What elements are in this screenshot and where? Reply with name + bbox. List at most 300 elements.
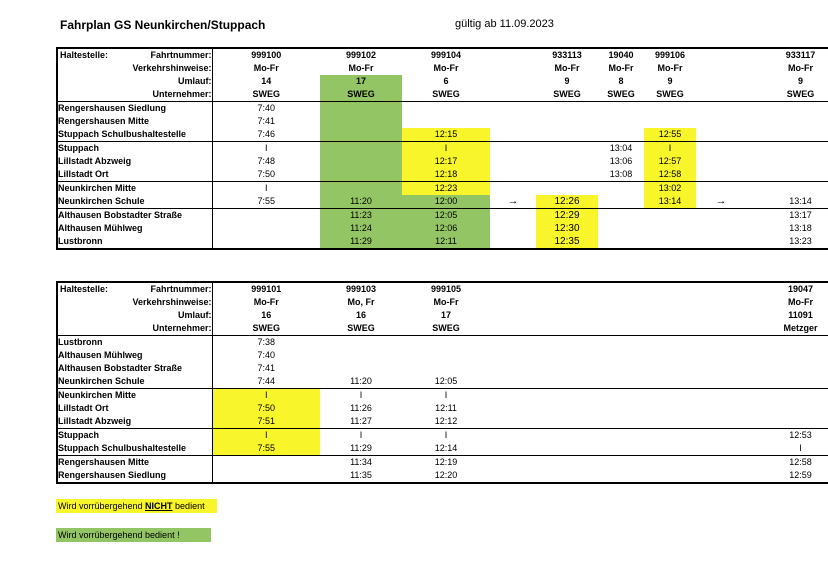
time-cell: 12:17 <box>402 155 490 168</box>
header-cell <box>644 322 696 336</box>
stop-name: Lillstadt Abzweig <box>57 155 212 168</box>
stop-name: Lillstadt Ort <box>57 168 212 182</box>
time-cell: 12:14 <box>434 443 458 453</box>
time-cell: 12:15 <box>402 128 490 142</box>
time-cell: 12:29 <box>536 209 598 223</box>
table-row <box>57 442 828 456</box>
legend-swatch-yellow <box>56 499 217 513</box>
header-row-label <box>57 88 212 102</box>
time-cell <box>536 115 598 128</box>
time-cell <box>644 336 696 350</box>
header-cell: 19047 <box>787 284 814 294</box>
time-cell <box>696 102 746 116</box>
header-cell <box>598 309 644 322</box>
time-cell <box>490 102 536 116</box>
time-cell <box>644 415 696 429</box>
header-cell: SWEG <box>553 89 581 99</box>
time-cell <box>746 402 828 415</box>
table-row <box>57 402 828 415</box>
time-cell: I <box>212 389 320 403</box>
time-cell: I <box>320 429 402 443</box>
header-cell <box>490 48 536 62</box>
time-cell <box>536 429 598 443</box>
header-label-text: Fahrtnummer: <box>150 284 212 294</box>
time-cell: 13:08 <box>609 169 633 179</box>
transfer-arrow: → <box>507 195 519 207</box>
stop-name: Lillstadt Ort <box>57 402 212 415</box>
time-cell <box>490 469 536 483</box>
time-cell: 12:05 <box>402 209 490 223</box>
time-cell <box>696 389 746 403</box>
time-cell <box>536 402 598 415</box>
time-cell: 13:18 <box>789 223 812 233</box>
header-row <box>57 88 828 102</box>
time-cell <box>696 429 746 443</box>
header-cell: 14 <box>261 76 272 86</box>
header-cell <box>536 296 598 309</box>
time-cell: 12:58 <box>746 456 828 470</box>
time-cell <box>536 389 598 403</box>
time-cell <box>490 155 536 168</box>
header-cell: Mo-Fr <box>253 63 279 73</box>
time-cell: I <box>212 142 320 156</box>
stop-name: Stuppach Schulbushaltestelle <box>57 442 212 456</box>
header-label-text: Umlauf: <box>178 76 212 86</box>
time-cell <box>536 469 598 483</box>
header-cell: 6 <box>443 76 449 86</box>
header-cell: SWEG <box>252 89 280 99</box>
stop-column-heading: Haltestelle: <box>60 50 109 60</box>
legend-served-text: Wird vorrübergehend bedient ! <box>58 530 180 540</box>
header-cell <box>696 48 746 62</box>
time-cell <box>696 402 746 415</box>
time-cell <box>598 375 644 389</box>
legend-served <box>56 528 211 542</box>
time-cell: 13:14 <box>644 195 696 209</box>
header-cell <box>644 282 696 296</box>
header-cell: Mo, Fr <box>347 297 375 307</box>
time-cell <box>696 442 746 456</box>
time-cell <box>536 362 598 375</box>
time-cell: 12:19 <box>402 456 490 470</box>
header-cell <box>696 296 746 309</box>
time-cell <box>746 168 828 182</box>
time-cell <box>598 128 644 142</box>
header-cell <box>490 62 536 75</box>
time-cell: 11:20 <box>350 376 372 386</box>
time-cell <box>490 456 536 470</box>
header-row <box>57 75 828 88</box>
header-cell: 999101 <box>251 284 282 294</box>
header-cell: Mo-Fr <box>554 63 580 73</box>
legend-not-served-post: bedient <box>172 501 205 511</box>
time-cell: 7:41 <box>257 363 276 373</box>
time-cell: 12:11 <box>402 235 490 249</box>
header-label-text: Unternehmer: <box>152 323 212 333</box>
time-cell: 7:51 <box>212 415 320 429</box>
header-cell: Mo-Fr <box>433 63 459 73</box>
header-label-text: Verkehrshinweise: <box>132 63 212 73</box>
time-cell <box>598 222 644 235</box>
time-cell: I <box>402 389 490 403</box>
header-cell: 8 <box>618 76 624 86</box>
table-row <box>57 128 828 142</box>
time-cell: 11:34 <box>320 456 402 470</box>
table-row <box>57 195 828 209</box>
header-cell <box>598 322 644 336</box>
time-cell: 7:40 <box>257 350 276 360</box>
time-cell <box>696 456 746 470</box>
header-cell: SWEG <box>252 323 280 333</box>
time-cell: 11:23 <box>320 209 402 223</box>
time-cell <box>746 182 828 196</box>
time-cell <box>644 362 696 375</box>
time-cell <box>402 115 490 128</box>
table-row <box>57 155 828 168</box>
time-cell: 13:04 <box>598 142 644 156</box>
time-cell: 7:48 <box>257 156 276 166</box>
header-cell: Mo-Fr <box>433 297 459 307</box>
time-cell <box>696 349 746 362</box>
header-cell: SWEG <box>786 89 815 99</box>
time-cell: 11:35 <box>350 470 372 480</box>
time-cell <box>746 349 828 362</box>
stop-name: Stuppach <box>57 429 212 443</box>
time-cell: 13:23 <box>789 236 812 246</box>
time-cell: 11:27 <box>350 416 372 426</box>
time-cell <box>320 168 402 182</box>
transfer-arrow: → <box>715 195 727 207</box>
header-cell: 999105 <box>430 284 462 294</box>
header-cell: Mo-Fr <box>788 297 813 307</box>
time-cell: 12:59 <box>789 470 812 480</box>
legend-not-served-pre: Wird vorrübergehend <box>58 501 146 511</box>
header-cell: Mo-Fr <box>657 63 683 73</box>
time-cell <box>746 415 828 429</box>
header-cell <box>696 88 746 102</box>
time-cell <box>644 235 696 249</box>
time-cell <box>320 142 402 156</box>
time-cell: 7:38 <box>212 336 320 350</box>
header-row <box>57 322 828 336</box>
time-cell <box>696 182 746 196</box>
table-row <box>57 115 828 128</box>
header-cell: 11091 <box>788 310 813 320</box>
time-cell <box>320 349 402 362</box>
stop-name: Althausen Mühlweg <box>57 222 212 235</box>
header-row <box>57 282 828 296</box>
time-cell <box>490 415 536 429</box>
stop-name: Lustbronn <box>57 336 212 350</box>
time-cell <box>644 456 696 470</box>
time-cell: 7:50 <box>257 169 276 179</box>
time-cell <box>696 362 746 375</box>
stop-name: Lillstadt Abzweig <box>57 415 212 429</box>
time-cell <box>746 115 828 128</box>
header-cell: SWEG <box>607 89 635 99</box>
time-cell <box>696 235 746 249</box>
time-cell <box>746 389 828 403</box>
stop-name: Rengershausen Siedlung <box>57 102 212 116</box>
time-cell <box>696 128 746 142</box>
time-cell: 7:50 <box>212 402 320 415</box>
page-title: Fahrplan GS Neunkirchen/Stuppach <box>60 18 266 32</box>
time-cell <box>490 336 536 350</box>
header-cell <box>490 282 536 296</box>
time-cell: 7:46 <box>257 129 276 139</box>
time-cell <box>696 168 746 182</box>
time-cell <box>598 429 644 443</box>
page-header <box>60 18 780 36</box>
time-cell <box>490 209 536 223</box>
time-cell <box>490 128 536 142</box>
time-cell: 12:53 <box>746 429 828 443</box>
time-cell: 7:55 <box>212 442 320 456</box>
time-cell <box>598 362 644 375</box>
time-cell <box>536 102 598 116</box>
time-cell <box>598 182 644 196</box>
time-cell <box>490 222 536 235</box>
time-cell <box>746 102 828 116</box>
stop-name: Stuppach Schulbushaltestelle <box>57 128 212 142</box>
header-row-label <box>57 322 212 336</box>
header-row <box>57 62 828 75</box>
stop-name: Rengershausen Mitte <box>57 115 212 128</box>
header-cell <box>644 309 696 322</box>
stop-column-heading: Haltestelle: <box>60 284 109 294</box>
header-cell <box>490 75 536 88</box>
time-cell <box>536 442 598 456</box>
header-cell <box>490 309 536 322</box>
header-cell: 17 <box>440 310 451 320</box>
time-cell <box>320 336 402 350</box>
header-label-text: Verkehrshinweise: <box>132 297 212 307</box>
header-cell: SWEG <box>347 323 375 333</box>
time-cell: 12:00 <box>402 195 490 209</box>
time-cell <box>536 375 598 389</box>
table-row <box>57 235 828 249</box>
table-row <box>57 375 828 389</box>
time-cell <box>644 429 696 443</box>
header-cell <box>490 322 536 336</box>
header-row-label <box>57 282 212 296</box>
header-cell: 999102 <box>345 50 377 60</box>
time-cell <box>536 128 598 142</box>
time-cell <box>644 389 696 403</box>
time-cell <box>644 349 696 362</box>
time-cell <box>746 336 828 350</box>
stop-name: Althausen Bobstadter Straße <box>57 209 212 223</box>
stop-name: Neunkirchen Mitte <box>57 389 212 403</box>
time-cell <box>598 195 644 209</box>
time-cell: 12:05 <box>434 376 458 386</box>
time-cell <box>212 209 320 223</box>
time-cell: 11:20 <box>320 195 402 209</box>
time-cell <box>644 375 696 389</box>
time-cell <box>644 102 696 116</box>
time-cell <box>644 209 696 223</box>
header-cell <box>696 282 746 296</box>
time-cell <box>320 362 402 375</box>
time-cell <box>490 115 536 128</box>
legend-not-served <box>56 499 217 513</box>
time-cell <box>696 222 746 235</box>
time-cell <box>598 235 644 249</box>
header-cell <box>696 62 746 75</box>
table-row <box>57 415 828 429</box>
header-cell <box>696 75 746 88</box>
time-cell: 12:55 <box>644 128 696 142</box>
time-cell <box>598 442 644 456</box>
header-cell <box>598 296 644 309</box>
time-cell <box>212 222 320 235</box>
time-cell <box>696 155 746 168</box>
time-cell: 12:35 <box>536 235 598 249</box>
time-cell: 12:18 <box>402 168 490 182</box>
time-cell: 11:29 <box>320 235 402 249</box>
time-cell: 13:06 <box>609 156 633 166</box>
stop-name: Althausen Mühlweg <box>57 349 212 362</box>
stop-name: Neunkirchen Schule <box>57 375 212 389</box>
header-cell: 16 <box>261 310 272 320</box>
time-cell: 12:57 <box>644 155 696 168</box>
time-cell <box>536 182 598 196</box>
header-cell: 19040 <box>608 50 634 60</box>
table-row <box>57 456 828 470</box>
time-cell <box>644 402 696 415</box>
stop-name: Neunkirchen Schule <box>57 195 212 209</box>
header-cell: Mo-Fr <box>788 63 813 73</box>
header-cell: 999104 <box>430 50 462 60</box>
table-row <box>57 168 828 182</box>
header-cell <box>490 296 536 309</box>
time-cell <box>598 336 644 350</box>
time-cell: 7:55 <box>257 196 276 206</box>
table-row <box>57 336 828 350</box>
time-cell <box>598 209 644 223</box>
time-cell <box>320 102 402 116</box>
header-cell: 9 <box>667 76 673 86</box>
time-cell <box>746 375 828 389</box>
time-cell: 12:58 <box>644 168 696 182</box>
time-cell: 11:29 <box>350 443 372 453</box>
time-cell <box>536 168 598 182</box>
header-row-label <box>57 75 212 88</box>
time-cell <box>746 128 828 142</box>
time-cell: 7:44 <box>257 376 276 386</box>
header-row-label <box>57 62 212 75</box>
valid-from-date: gültig ab 11.09.2023 <box>455 18 554 30</box>
time-cell <box>536 155 598 168</box>
time-cell <box>320 182 402 196</box>
time-cell: I <box>402 142 490 156</box>
time-cell <box>212 469 320 483</box>
time-cell: 13:17 <box>746 209 828 223</box>
time-cell: 12:26 <box>536 195 598 209</box>
header-row-label <box>57 296 212 309</box>
time-cell <box>696 209 746 223</box>
time-cell <box>490 442 536 456</box>
time-cell: 12:30 <box>536 222 598 235</box>
time-cell <box>746 155 828 168</box>
table-row <box>57 349 828 362</box>
time-cell: 12:12 <box>434 416 458 426</box>
header-label-text: Unternehmer: <box>152 89 212 99</box>
timetable-neunkirchen-return <box>56 281 828 484</box>
time-cell <box>536 349 598 362</box>
header-cell: SWEG <box>432 323 460 333</box>
time-cell <box>696 415 746 429</box>
header-label-text: Fahrtnummer: <box>150 50 212 60</box>
time-cell <box>212 456 320 470</box>
stop-name: Lustbronn <box>57 235 212 249</box>
header-cell: 999106 <box>654 50 686 60</box>
header-cell: 16 <box>355 310 366 320</box>
stop-name: Althausen Bobstadter Straße <box>57 362 212 375</box>
header-row-label <box>57 309 212 322</box>
time-cell <box>536 336 598 350</box>
time-cell <box>490 142 536 156</box>
time-cell <box>490 349 536 362</box>
legend-swatch-green <box>56 528 211 542</box>
table-row <box>57 142 828 156</box>
time-cell: 12:11 <box>435 403 457 413</box>
header-cell: 933117 <box>785 50 816 60</box>
time-cell <box>212 235 320 249</box>
time-cell: 13:14 <box>789 196 812 206</box>
header-cell <box>696 322 746 336</box>
header-cell: 999103 <box>345 284 377 294</box>
header-row <box>57 48 828 62</box>
time-cell <box>696 115 746 128</box>
header-cell: Metzger <box>783 323 818 333</box>
time-cell <box>598 456 644 470</box>
time-cell <box>402 349 490 362</box>
time-cell <box>490 389 536 403</box>
legend-not-served-emph: NICHT <box>145 501 173 511</box>
time-cell <box>402 362 490 375</box>
time-cell <box>644 115 696 128</box>
header-row-label <box>57 48 212 62</box>
time-cell <box>536 142 598 156</box>
header-row <box>57 296 828 309</box>
time-cell <box>402 336 490 350</box>
header-cell: Mo-Fr <box>608 63 634 73</box>
time-cell <box>598 389 644 403</box>
time-cell <box>490 182 536 196</box>
time-cell <box>402 102 490 116</box>
time-cell <box>598 415 644 429</box>
time-cell <box>644 442 696 456</box>
table-row <box>57 209 828 223</box>
header-cell: 999100 <box>251 50 282 60</box>
time-cell <box>746 142 828 156</box>
time-cell <box>490 235 536 249</box>
header-cell: 9 <box>564 76 570 86</box>
time-cell <box>598 115 644 128</box>
table-row <box>57 182 828 196</box>
time-cell <box>490 375 536 389</box>
time-cell: I <box>320 389 402 403</box>
time-cell <box>536 415 598 429</box>
stop-name: Rengershausen Mitte <box>57 456 212 470</box>
time-cell: 12:20 <box>434 470 458 480</box>
header-cell <box>696 309 746 322</box>
time-cell: 11:24 <box>320 222 402 235</box>
time-cell: 13:02 <box>644 182 696 196</box>
stop-name: Rengershausen Siedlung <box>57 469 212 483</box>
header-cell <box>644 296 696 309</box>
